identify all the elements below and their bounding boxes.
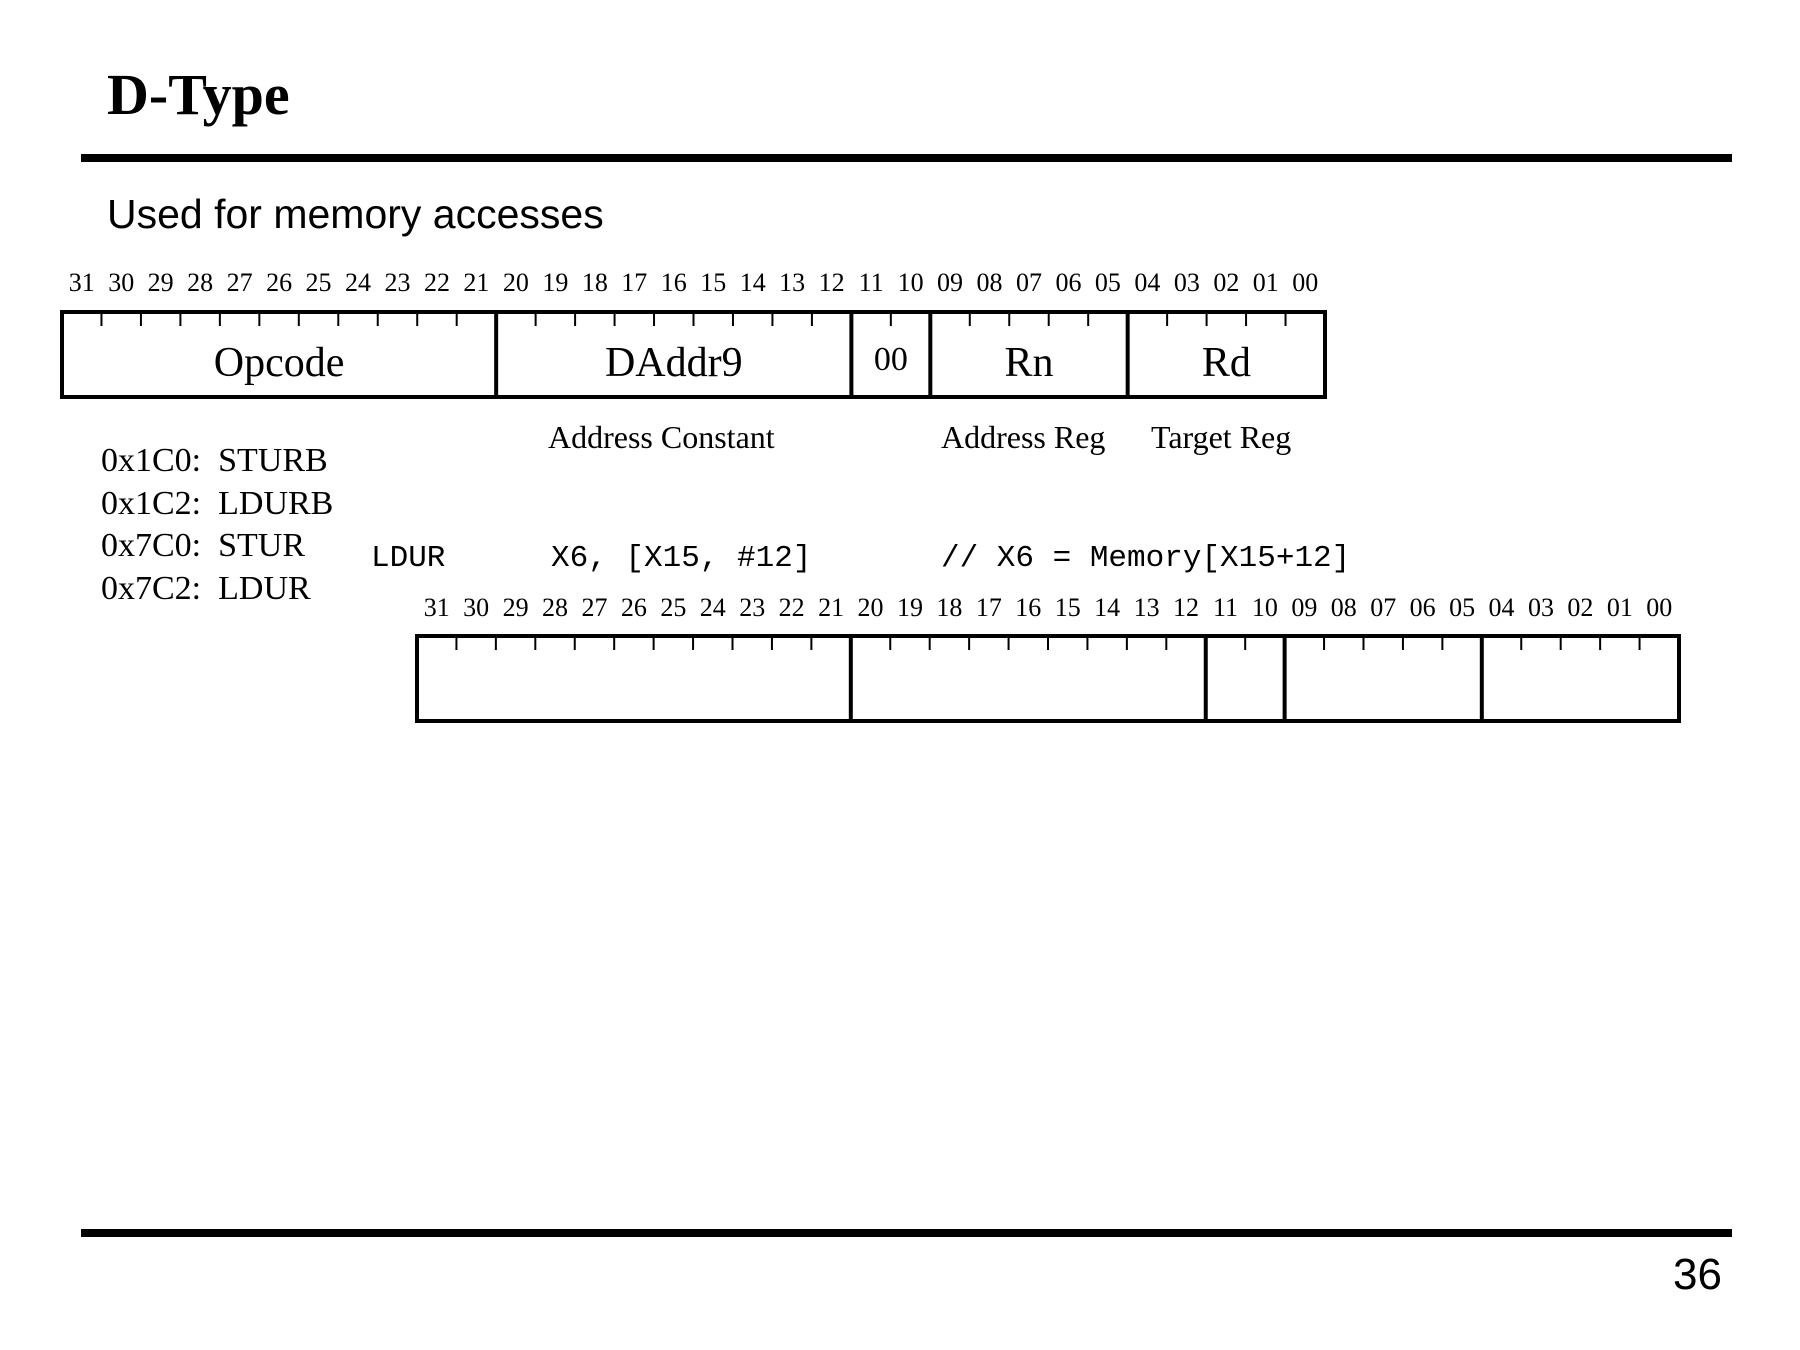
opcode-line bbox=[101, 487, 333, 521]
bit-number: 26 bbox=[620, 593, 647, 622]
bit-number: 20 bbox=[502, 268, 529, 297]
bit-number: 06 bbox=[1409, 593, 1436, 622]
bit-number: 19 bbox=[896, 593, 923, 622]
bit-number: 29 bbox=[147, 268, 174, 297]
bit-number: 28 bbox=[187, 268, 214, 297]
bit-number: 12 bbox=[1173, 593, 1200, 622]
bit-number: 12 bbox=[818, 268, 845, 297]
bit-number: 27 bbox=[581, 593, 608, 622]
bit-number: 25 bbox=[660, 593, 687, 622]
bit-number: 18 bbox=[581, 268, 608, 297]
bit-number: 19 bbox=[542, 268, 569, 297]
bit-number: 17 bbox=[621, 268, 648, 297]
bit-number: 26 bbox=[266, 268, 293, 297]
slide-subtitle: Used for memory accesses bbox=[107, 191, 604, 237]
bit-number: 04 bbox=[1134, 268, 1161, 297]
bit-number: 00 bbox=[1292, 268, 1319, 297]
address-constant-label: Address Constant bbox=[548, 419, 775, 455]
bit-number: 22 bbox=[778, 593, 805, 622]
bit-number: 24 bbox=[699, 593, 726, 622]
opcode-value: 0x1C2: bbox=[101, 485, 202, 522]
bit-number: 02 bbox=[1567, 593, 1594, 622]
opcode-line bbox=[101, 444, 328, 478]
bit-number: 13 bbox=[779, 268, 806, 297]
bit-number: 22 bbox=[423, 268, 450, 297]
bit-number: 24 bbox=[345, 268, 372, 297]
bit-number: 09 bbox=[937, 268, 964, 297]
bit-number: 11 bbox=[858, 268, 884, 297]
opcode-mnemonic: STUR bbox=[218, 527, 306, 564]
bit-number: 21 bbox=[463, 268, 490, 297]
slide-number: 36 bbox=[1673, 1250, 1722, 1299]
bottom-rule bbox=[81, 1229, 1732, 1237]
bit-number: 27 bbox=[226, 268, 253, 297]
bit-number: 20 bbox=[857, 593, 884, 622]
field-name-rd: Rd bbox=[1201, 340, 1251, 386]
example-comment: // X6 = Memory[X15+12] bbox=[941, 541, 1351, 576]
opcode-value: 0x7C0: bbox=[101, 527, 202, 564]
bit-number-row bbox=[424, 593, 1673, 622]
opcode-mnemonic: LDUR bbox=[218, 570, 311, 607]
bit-number: 05 bbox=[1449, 593, 1476, 622]
bit-number: 00 bbox=[1646, 593, 1673, 622]
bit-number: 31 bbox=[68, 268, 95, 297]
bit-number: 30 bbox=[108, 268, 135, 297]
bit-number: 09 bbox=[1291, 593, 1318, 622]
target-reg-label: Target Reg bbox=[1151, 419, 1292, 455]
bit-number-row bbox=[69, 268, 1319, 297]
bit-number: 03 bbox=[1527, 593, 1554, 622]
opcode-mnemonic: STURB bbox=[218, 442, 328, 479]
bit-number: 11 bbox=[1212, 593, 1238, 622]
instruction-format-diagram bbox=[0, 265, 1360, 410]
bit-number: 03 bbox=[1173, 268, 1200, 297]
bit-number: 17 bbox=[975, 593, 1002, 622]
bit-number: 25 bbox=[305, 268, 332, 297]
top-rule bbox=[81, 154, 1732, 162]
bit-number: 02 bbox=[1213, 268, 1240, 297]
bit-number: 10 bbox=[1251, 593, 1278, 622]
bit-number: 07 bbox=[1015, 268, 1042, 297]
opcode-line bbox=[101, 529, 305, 563]
bit-number: 14 bbox=[1094, 593, 1121, 622]
slide-title: D-Type bbox=[107, 62, 290, 127]
bit-number: 29 bbox=[502, 593, 529, 622]
opcode-value: 0x1C0: bbox=[101, 442, 202, 479]
bit-number: 08 bbox=[1330, 593, 1357, 622]
bit-number: 01 bbox=[1606, 593, 1633, 622]
bit-number: 16 bbox=[1015, 593, 1042, 622]
field-name-rn: Rn bbox=[1004, 340, 1054, 386]
opcode-mnemonic: LDURB bbox=[218, 485, 334, 522]
bit-number: 21 bbox=[818, 593, 845, 622]
bit-number: 28 bbox=[542, 593, 569, 622]
field-name-opcode: Opcode bbox=[213, 340, 345, 386]
example-mnemonic: LDUR bbox=[371, 541, 446, 576]
bit-number: 23 bbox=[384, 268, 411, 297]
opcode-line bbox=[101, 572, 311, 606]
bit-number: 30 bbox=[463, 593, 490, 622]
field-name-00: 00 bbox=[873, 341, 908, 378]
address-reg-label: Address Reg bbox=[941, 419, 1106, 455]
bit-number: 08 bbox=[976, 268, 1003, 297]
bit-number: 15 bbox=[1054, 593, 1081, 622]
field-name-daddr9: DAddr9 bbox=[604, 340, 743, 386]
bit-number: 18 bbox=[936, 593, 963, 622]
bit-number: 01 bbox=[1252, 268, 1279, 297]
bit-number: 15 bbox=[700, 268, 727, 297]
opcode-value: 0x7C2: bbox=[101, 570, 202, 607]
bit-number: 31 bbox=[423, 593, 450, 622]
bit-number: 07 bbox=[1370, 593, 1397, 622]
bit-number: 23 bbox=[739, 593, 766, 622]
bit-number: 05 bbox=[1094, 268, 1121, 297]
empty-encoding-diagram bbox=[300, 590, 1700, 735]
bit-number: 10 bbox=[897, 268, 924, 297]
bit-number: 13 bbox=[1133, 593, 1160, 622]
example-operands: X6, [X15, #12] bbox=[551, 541, 812, 576]
bit-number: 06 bbox=[1055, 268, 1082, 297]
bit-number: 16 bbox=[660, 268, 687, 297]
bit-number: 04 bbox=[1488, 593, 1515, 622]
bit-number: 14 bbox=[739, 268, 766, 297]
